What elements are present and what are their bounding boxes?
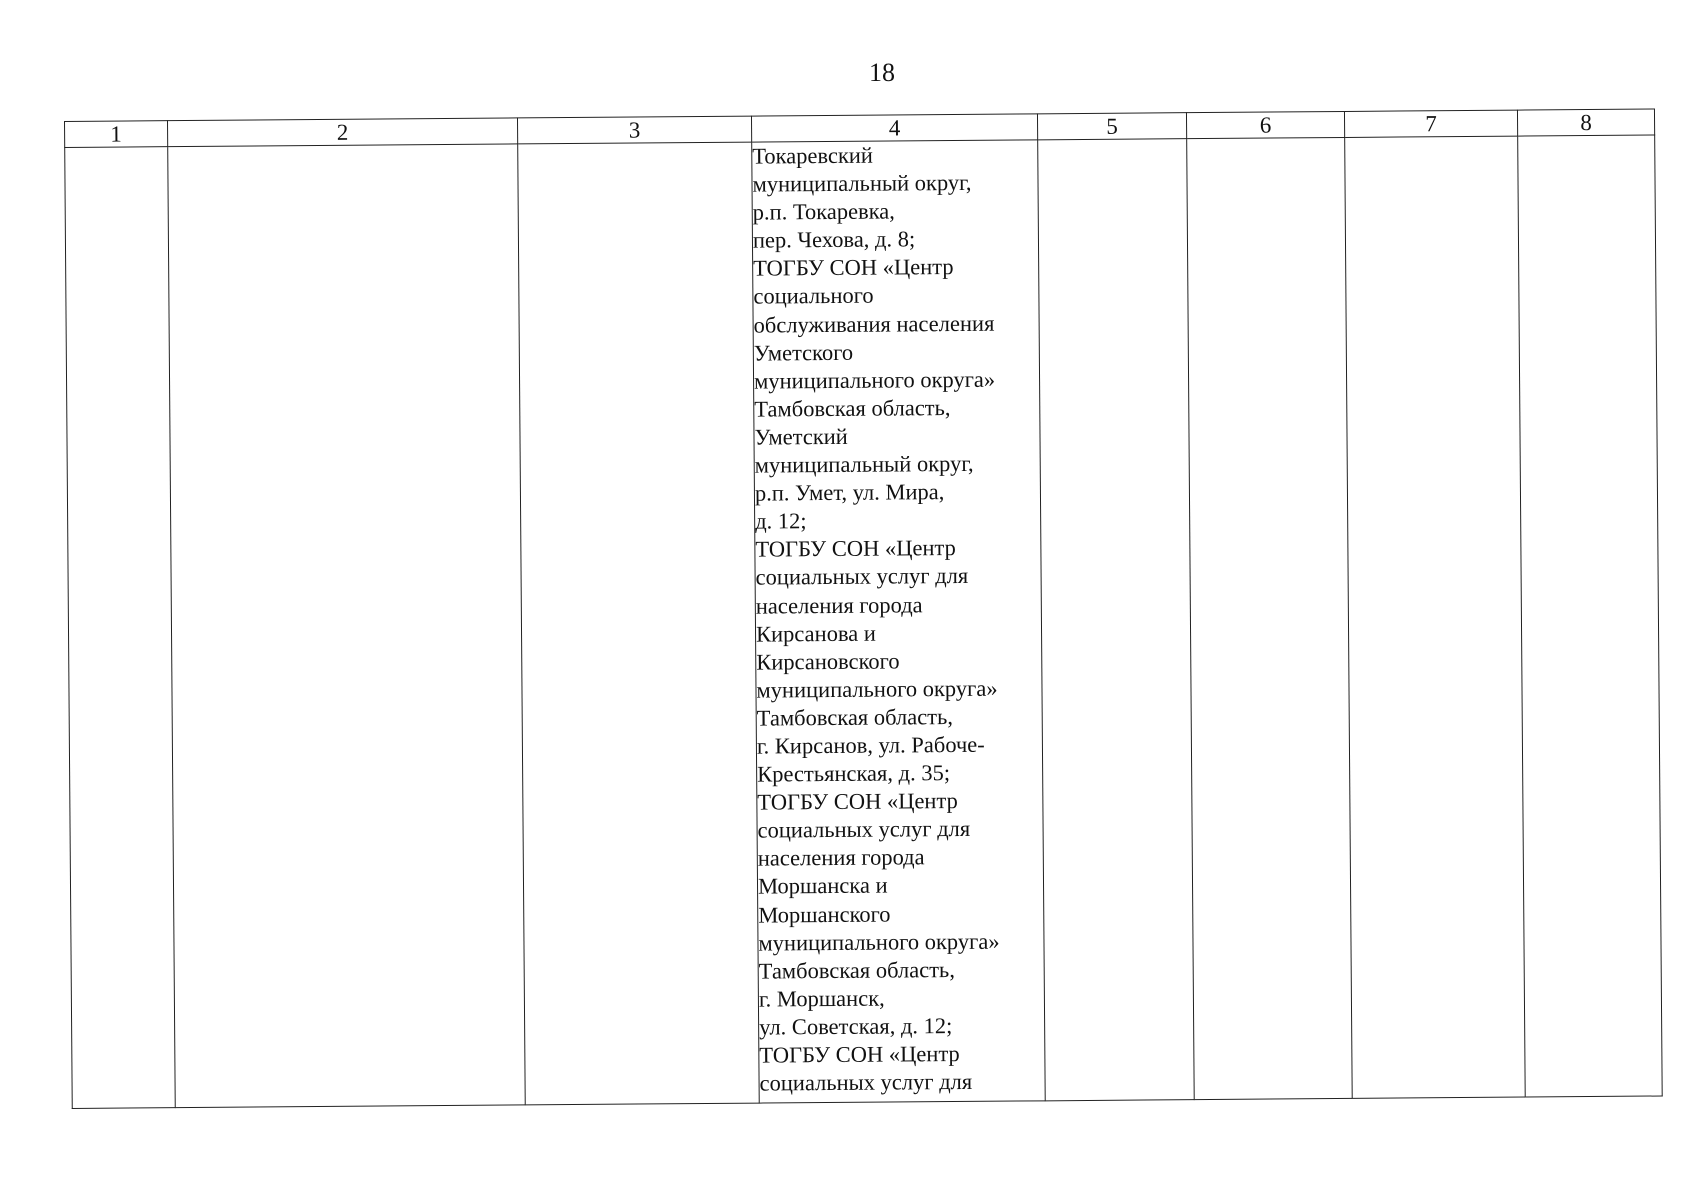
cell-4-line: Уметский <box>754 423 848 450</box>
cell-4-line: социальных услуг для <box>757 816 971 843</box>
cell-4-line: ТОГБУ СОН «Центр <box>759 1040 960 1068</box>
cell-4-line: г. Кирсанов, ул. Рабоче- <box>756 731 985 759</box>
cell-4-line: д. 12; <box>755 508 807 534</box>
cell-4-line: обслуживания населения <box>753 310 995 338</box>
cell-col-2 <box>168 144 526 1108</box>
cell-4-line: р.п. Токаревка, <box>752 198 895 225</box>
column-number-3: 3 <box>517 116 751 144</box>
document-table <box>64 109 1663 1109</box>
cell-4-line: муниципального округа» <box>753 366 996 394</box>
cell-4-line: Моршанского <box>758 901 891 928</box>
cell-4-line: Крестьянская, д. 35; <box>757 760 951 787</box>
cell-4-line: ТОГБУ СОН «Центр <box>753 254 954 281</box>
cell-col-4 <box>752 140 1046 1103</box>
column-number-4: 4 <box>751 114 1037 142</box>
column-number-8: 8 <box>1517 109 1654 136</box>
cell-4-line: муниципального округа» <box>758 928 1000 956</box>
cell-4-line: ТОГБУ СОН «Центр <box>757 788 958 815</box>
column-number-7: 7 <box>1344 110 1517 137</box>
cell-4-line: муниципального округа» <box>756 675 998 703</box>
cell-4-line: социальных услуг для <box>755 563 969 590</box>
cell-4-line: Уметского <box>753 339 854 366</box>
cell-4-line: Кирсанова и <box>755 620 876 647</box>
cell-4-line: Моршанска и <box>757 872 888 900</box>
cell-col-1 <box>65 147 176 1109</box>
cell-col-6 <box>1187 137 1353 1099</box>
cell-4-line: социальных услуг для <box>759 1068 973 1096</box>
column-number-2: 2 <box>168 118 518 147</box>
page-number: 18 <box>869 58 895 87</box>
cell-4-line: ТОГБУ СОН «Центр <box>755 535 956 562</box>
cell-4-line: муниципальный округ, <box>752 169 972 197</box>
column-number-6: 6 <box>1186 111 1344 138</box>
cell-4-line: муниципальный округ, <box>754 450 974 478</box>
table-row <box>65 135 1662 1108</box>
cell-4-line: р.п. Умет, ул. Мира, <box>754 479 945 506</box>
cell-4-line: пер. Чехова, д. 8; <box>752 226 916 253</box>
cell-col-3 <box>518 142 760 1105</box>
cell-col-5 <box>1038 139 1195 1101</box>
cell-4-line: населения города <box>755 591 923 619</box>
cell-4-line: населения города <box>757 844 925 871</box>
cell-col-7 <box>1345 136 1526 1098</box>
cell-4-line: ул. Советская, д. 12; <box>759 1012 953 1040</box>
cell-4-line: Тамбовская область, <box>758 956 955 984</box>
cell-4-line: Токаревский <box>752 142 874 169</box>
column-number-5: 5 <box>1037 113 1186 140</box>
cell-col-8 <box>1518 135 1663 1097</box>
cell-4-line: социального <box>753 283 874 310</box>
column-number-1: 1 <box>65 121 168 148</box>
cell-4-line: г. Моршанск, <box>758 985 885 1012</box>
cell-4-line: Тамбовская область, <box>754 394 951 422</box>
cell-4-line: Кирсановского <box>756 648 900 675</box>
cell-4-line: Тамбовская область, <box>756 703 954 731</box>
